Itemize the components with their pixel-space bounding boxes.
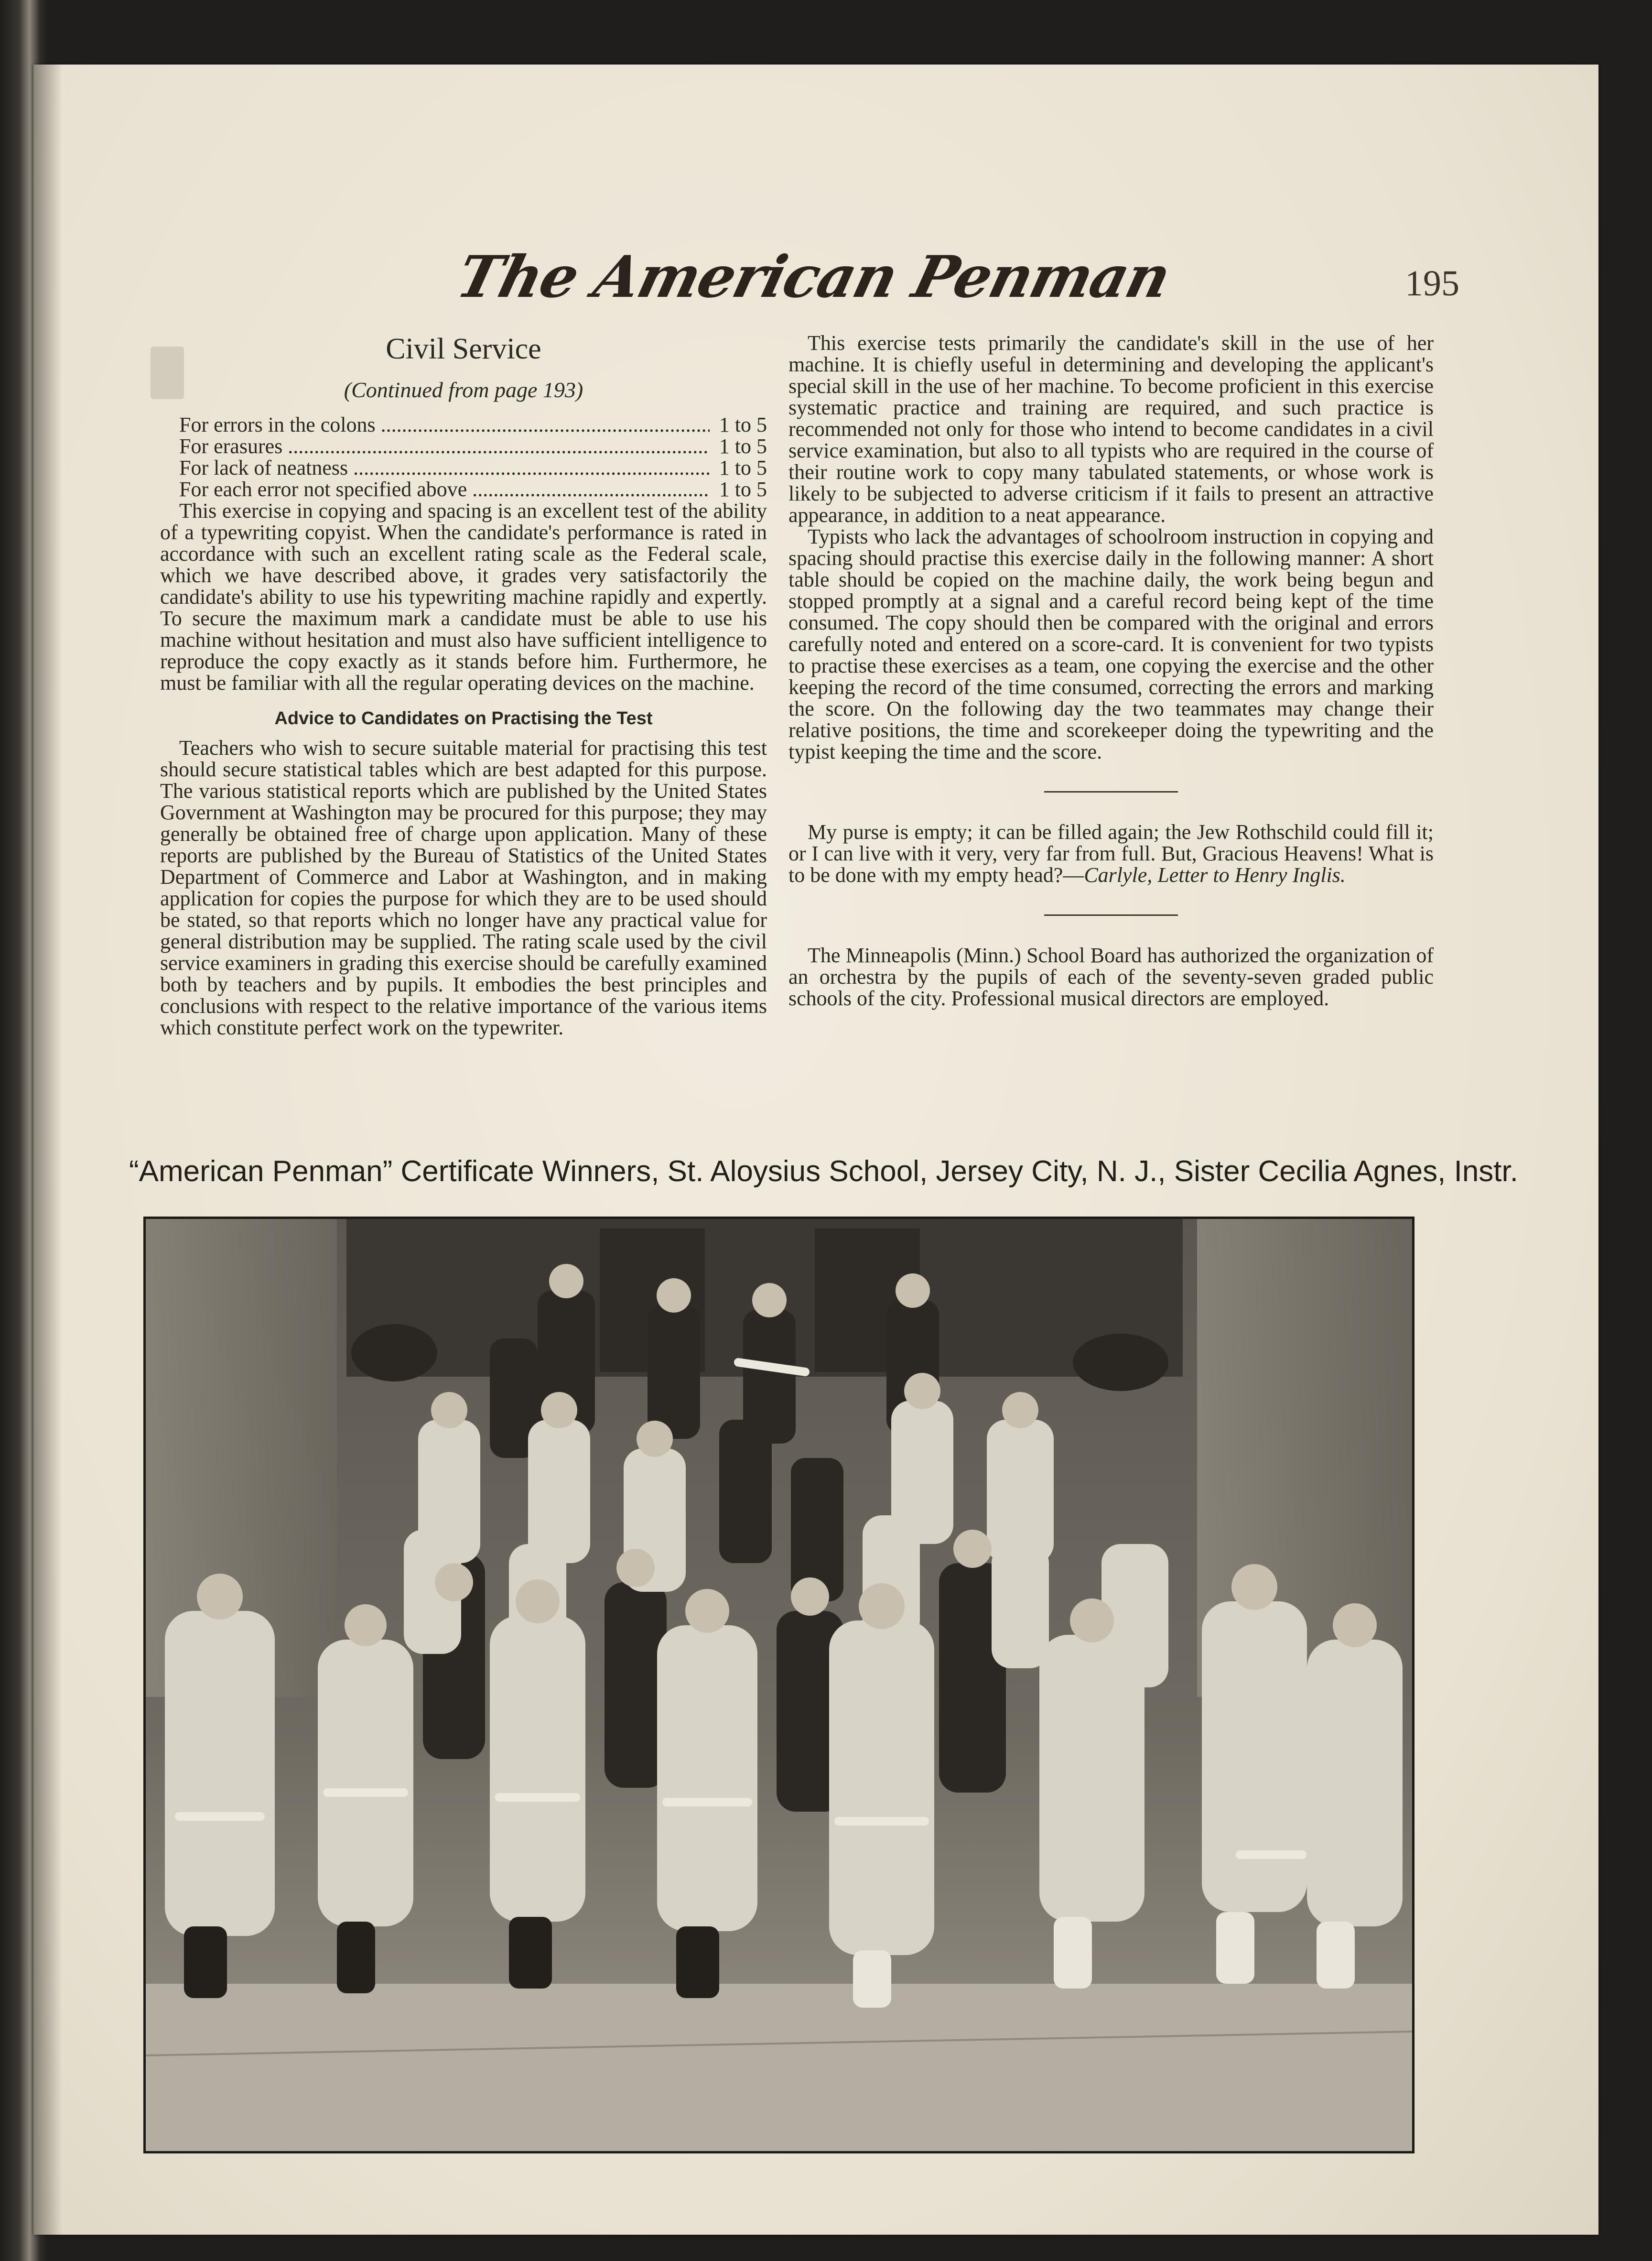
rule-label: For errors in the colons .....	[179, 414, 710, 435]
rule-row	[160, 414, 767, 435]
rule-row	[160, 457, 767, 478]
divider-rule	[1044, 791, 1178, 793]
section-subheading: Advice to Candidates on Practising the Test	[274, 708, 653, 728]
rule-row	[160, 435, 767, 457]
quote-text: My purse is empty; it can be filled again; the Jew Rothschild could fill it; or I can live with it very, very far from full. But, Gracious Heavens! What is to be done with my empty head?—	[788, 820, 1434, 887]
rule-label: For each error not specified above .....	[179, 478, 710, 500]
page-number: 195	[1405, 263, 1459, 304]
rule-value: 1 to 5	[719, 456, 767, 479]
body-paragraph: This exercise in copying and spacing is an excellent test of the ability of a typewriting copyist. When the candidate's performance is rated in accordance with such an excellent rating scale as the Federal scale, which we have described above, it grades very satisfactorily the candidate's ability to use his typewriting machine rapidly and expertly. To secure the maximum mark a candidate must be able to use his machine without hesitation and must also have sufficient intelligence to reproduce the copy exactly as it stands before him. Furthermore, he must be familiar with all the regular operating devices on the machine.	[160, 499, 767, 695]
group-photograph	[143, 1217, 1414, 2153]
continued-note: (Continued from page 193)	[344, 378, 583, 402]
rule-label: For erasures .....	[179, 435, 710, 457]
photo-caption: “American Penman” Certificate Winners, St. Aloysius School, Jersey City, N. J., Sister Cecilia Agnes, Instr.	[129, 1155, 1518, 1188]
quote-paragraph	[788, 821, 1434, 886]
rule-row	[160, 478, 767, 500]
quote-source: Carlyle, Letter to Henry Inglis.	[1084, 863, 1346, 887]
rule-value: 1 to 5	[719, 413, 767, 436]
rule-value: 1 to 5	[719, 435, 767, 458]
rule-label: For lack of neatness .....	[179, 457, 710, 478]
news-note: The Minneapolis (Minn.) School Board has authorized the organization of an orchestra by the pupils of each of the seventy-seven graded public schools of the city. Professional musical directors are employed.	[788, 944, 1434, 1010]
rating-rules	[160, 414, 767, 500]
body-paragraph: Teachers who wish to secure suitable material for practising this test should secure statistical tables which are best adapted for this purpose. The various statistical reports which are published by the United States Government at Washington may be procured for this purpose; they may generally be obtained free of charge upon application. Many of these reports are published by the Bureau of Statistics of the United States Department of Commerce and Labor at Washington, and in making application for copies the purpose for which they are to be used should be stated, so that reports which no longer have any practical value for general distribution may be supplied. The rating scale used by the civil service examiners in grading this exercise should be carefully examined both by teachers and by pupils. It embodies the best principles and conclusions with respect to the relative importance of the various items which constitute perfect work on the typewriter.	[160, 736, 767, 1039]
right-column	[788, 332, 1434, 1009]
body-paragraph: Typists who lack the advantages of schoolroom instruction in copying and spacing should practise this exercise daily in the following manner: A short table should be copied on the machine daily, the work being begun and stopped promptly at a signal and a careful record being kept of the time consumed. The copy should then be compared with the original and errors carefully noted and entered on a score-card. It is convenient for two typists to practise these exercises as a team, one copying the exercise and the other keeping the record of the time consumed, correcting the errors and marking the score. On the following day the two teammates may change their relative positions, the time and scorekeeper doing the typewriting and the typist keeping the time and the score.	[788, 525, 1434, 763]
divider-rule	[1044, 914, 1178, 916]
article-title: Civil Service	[386, 333, 541, 365]
masthead-title: The American Penman	[450, 243, 1177, 311]
page-header	[191, 184, 1481, 337]
left-column	[160, 332, 767, 1038]
magazine-page	[33, 65, 1598, 2235]
binding-shadow	[33, 65, 62, 2235]
rule-value: 1 to 5	[719, 478, 767, 501]
body-paragraph: This exercise tests primarily the candidate's skill in the use of her machine. It is chiefly useful in determining and developing the applicant's special skill in the use of her machine. To become proficient in this exercise systematic practice and training are required, and such practice is recommended not only for those who intend to become candidates in a civil service examination, but also to all typists who are required in the course of their routine work to copy many tabulated statements, or whose work is likely to be subjected to adverse criticism if it fails to present an attractive appearance, in addition to a neat appearance.	[788, 331, 1434, 527]
group-photo-image	[146, 1219, 1412, 2151]
